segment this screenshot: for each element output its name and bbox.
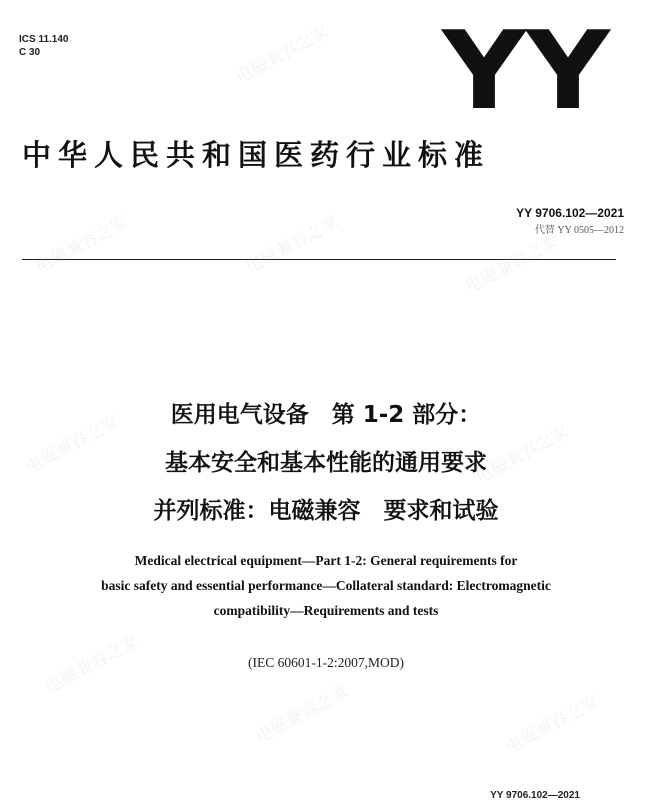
title-en-line-3: compatibility—Requirements and tests	[213, 603, 439, 618]
watermark: 电磁兼容之家	[232, 21, 332, 88]
watermark: 电磁兼容之家	[472, 421, 572, 488]
issuing-organization: 中华人民共和国医药行业标准	[22, 138, 491, 172]
watermark: 电磁兼容之家	[22, 411, 122, 478]
header-divider	[22, 259, 616, 260]
watermark: 电磁兼容之家	[32, 211, 132, 278]
classification-codes	[19, 33, 68, 59]
watermark: 电磁兼容之家	[252, 681, 352, 748]
yy-logo-text: YY	[440, 28, 612, 118]
ccs-code: C 30	[19, 47, 41, 58]
yy-logo	[440, 28, 612, 118]
ics-code: ICS 11.140	[19, 34, 69, 45]
title-cn-line-2: 基本安全和基本性能的通用要求	[165, 450, 487, 476]
title-cn-line-3: 并列标准：电磁兼容 要求和试验	[153, 498, 499, 524]
title-en-line-1: Medical electrical equipment—Part 1-2: General requirements for	[134, 553, 518, 568]
watermark: 电磁兼容之家	[42, 631, 142, 698]
watermark: 电磁兼容之家	[502, 691, 602, 758]
watermark: 电磁兼容之家	[462, 231, 562, 298]
iec-equivalence: (IEC 60601-1-2:2007,MOD)	[248, 655, 404, 670]
standard-number: YY 9706.102—2021	[516, 206, 624, 220]
watermark: 电磁兼容之家	[242, 211, 342, 278]
title-en-line-2: basic safety and essential performance—Collateral standard: Electromagnetic	[101, 578, 551, 593]
title-cn-line-1: 医用电气设备 第 1-2 部分：	[170, 402, 482, 428]
replaces-standard: 代替 YY 0505—2012	[534, 225, 624, 236]
footer-standard-number: YY 9706.102—2021	[490, 790, 580, 801]
